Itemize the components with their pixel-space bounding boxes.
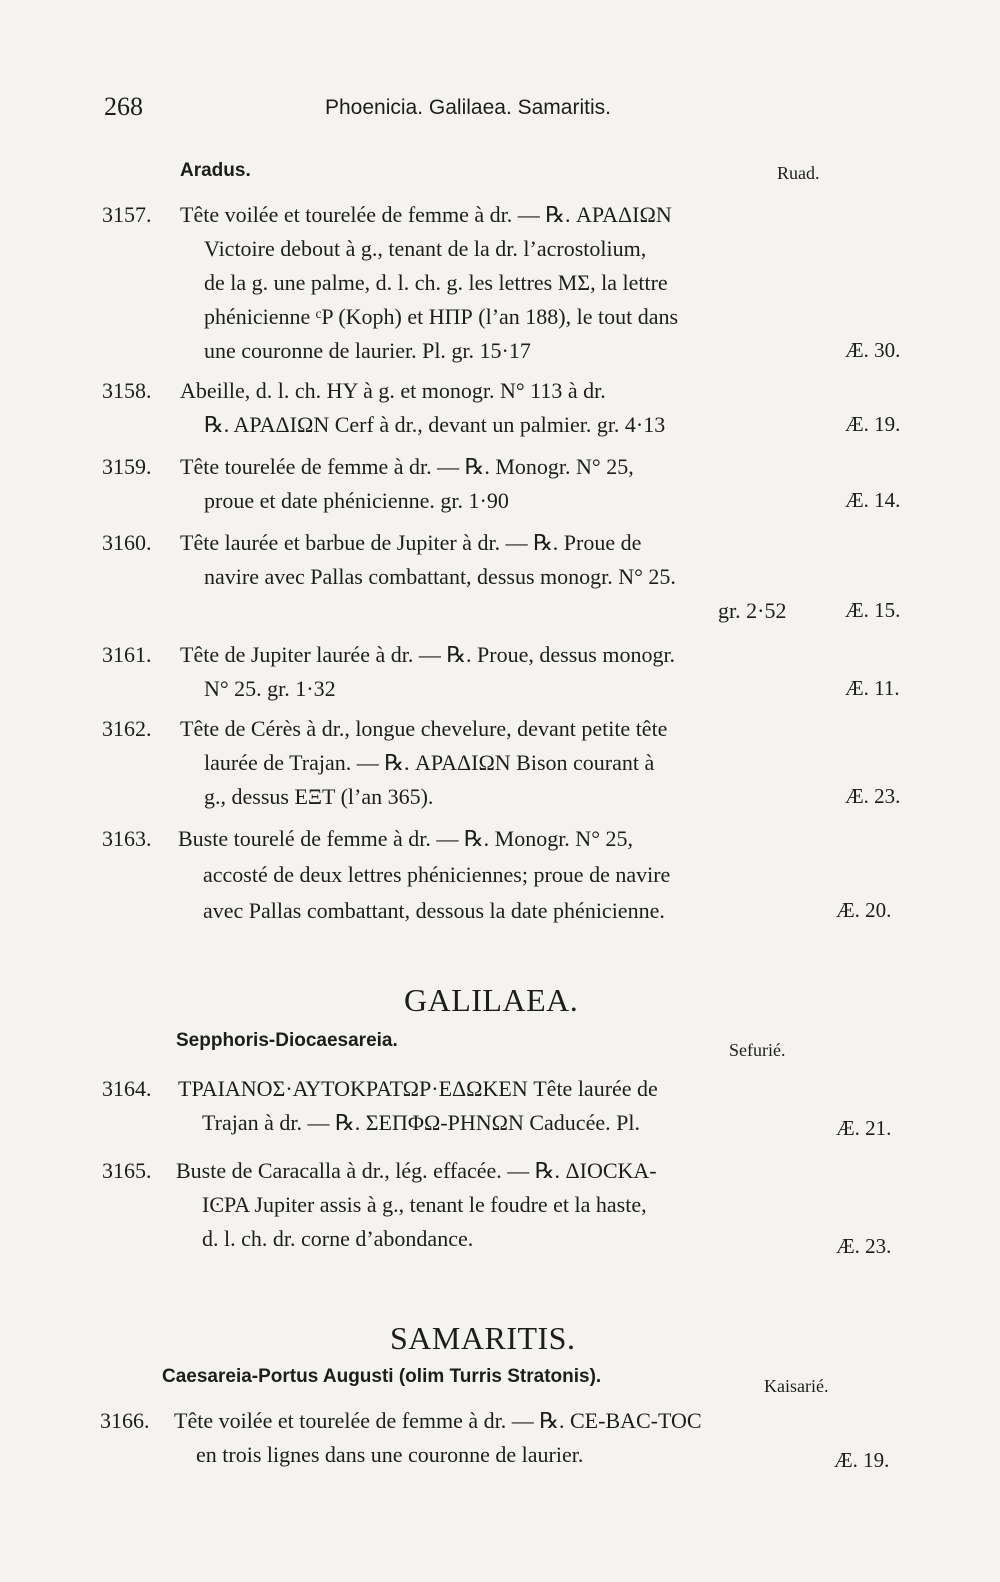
entry-number: 3160. xyxy=(102,530,152,555)
metal-size: Æ. 21. xyxy=(836,1116,892,1140)
entry-line: Abeille, d. l. ch. ΗΥ à g. et monogr. N° 113 à dr. xyxy=(180,378,606,403)
entry-line: Tête de Jupiter laurée à dr. — ℞. Proue, dessus monogr. xyxy=(180,642,676,667)
entry-line: Buste de Caracalla à dr., lég. effacée. — ℞. ΔΙΟϹΚΑ- xyxy=(176,1158,657,1183)
entry-number: 3164. xyxy=(102,1076,152,1101)
metal-size: Æ. 19. xyxy=(834,1448,890,1472)
entry-line: Tête tourelée de femme à dr. — ℞. Monogr. N° 25, xyxy=(180,454,634,479)
entry-line: Trajan à dr. — ℞. ΣΕΠΦΩ-ΡΗΝΩΝ Caducée. Pl. xyxy=(202,1110,640,1135)
running-head: Phoenicia. Galilaea. Samaritis. xyxy=(325,96,611,119)
section-place: Sefurié. xyxy=(729,1040,786,1060)
entry-number: 3162. xyxy=(102,716,152,741)
entry-number: 3158. xyxy=(102,378,152,403)
section-aradus xyxy=(0,160,1000,188)
entry-line: ℞. ΑΡΑΔΙΩΝ Cerf à dr., devant un palmier. gr. 4·13 xyxy=(204,412,666,437)
entry-line: ΙϾΡΑ Jupiter assis à g., tenant le foudre et la haste, xyxy=(202,1192,647,1217)
entry-number: 3165. xyxy=(102,1158,152,1183)
section-name: Sepphoris-Diocaesareia. xyxy=(176,1030,398,1051)
entry-line: N° 25. gr. 1·32 xyxy=(204,676,336,701)
section-name: Aradus. xyxy=(180,160,251,181)
metal-size: Æ. 19. xyxy=(845,412,901,436)
metal-size: Æ. 20. xyxy=(836,898,892,922)
section-caesareia xyxy=(0,1366,1000,1394)
entry-line: Tête de Cérès à dr., longue chevelure, devant petite tête xyxy=(180,716,668,741)
entry-line: avec Pallas combattant, dessous la date phénicienne. xyxy=(203,898,665,923)
entry-line: Buste tourelé de femme à dr. — ℞. Monogr. N° 25, xyxy=(178,826,633,851)
entry-line: ΤΡΑΙΑΝΟΣ·ΑΥΤΟΚΡΑΤΩΡ·ΕΔΩΚΕΝ Tête laurée de xyxy=(178,1076,658,1101)
entry-line: d. l. ch. dr. corne d’abondance. xyxy=(202,1226,474,1251)
entry-line: navire avec Pallas combattant, dessus monogr. N° 25. xyxy=(204,564,676,589)
metal-size: Æ. 30. xyxy=(845,338,901,362)
region-title-galilaea: GALILAEA. xyxy=(404,982,579,1018)
entry-line: Tête laurée et barbue de Jupiter à dr. — ℞. Proue de xyxy=(180,530,642,555)
section-place: Kaisarié. xyxy=(764,1376,829,1396)
entry-number: 3157. xyxy=(102,202,152,227)
section-sepphoris xyxy=(0,1030,1000,1058)
entry-line: Tête voilée et tourelée de femme à dr. — ℞. ϹΕ-ΒΑϹ-ΤΟϹ xyxy=(174,1408,702,1433)
entry-number: 3166. xyxy=(100,1408,150,1433)
entry-number: 3163. xyxy=(102,826,152,851)
entry-line: g., dessus ΕΞΤ (l’an 365). xyxy=(204,784,434,809)
section-place: Ruad. xyxy=(777,163,820,183)
metal-size: Æ. 23. xyxy=(836,1234,892,1258)
entry-weight: gr. 2·52 xyxy=(718,598,787,623)
region-title-samaritis: SAMARITIS. xyxy=(390,1320,576,1356)
entry-line: une couronne de laurier. Pl. gr. 15·17 xyxy=(204,338,531,363)
entry-line: Victoire debout à g., tenant de la dr. l’acrostolium, xyxy=(204,236,647,261)
entry-line: de la g. une palme, d. l. ch. g. les lettres ΜΣ, la lettre xyxy=(204,270,668,295)
metal-size: Æ. 14. xyxy=(845,488,901,512)
page-number: 268 xyxy=(104,92,143,121)
entry-line: phénicienne ᶜP (Koph) et ΗΠΡ (l’an 188), le tout dans xyxy=(204,304,679,329)
metal-size: Æ. 23. xyxy=(845,784,901,808)
entry-number: 3159. xyxy=(102,454,152,479)
metal-size: Æ. 15. xyxy=(845,598,901,622)
entry-line: proue et date phénicienne. gr. 1·90 xyxy=(204,488,509,513)
entry-line: laurée de Trajan. — ℞. ΑΡΑΔΙΩΝ Bison courant à xyxy=(204,750,655,775)
metal-size: Æ. 11. xyxy=(845,676,900,700)
entry-number: 3161. xyxy=(102,642,152,667)
entry-line: en trois lignes dans une couronne de laurier. xyxy=(196,1442,584,1467)
entry-line: accosté de deux lettres phéniciennes; proue de navire xyxy=(203,862,671,887)
section-name: Caesareia-Portus Augusti (olim Turris Stratonis). xyxy=(162,1366,602,1387)
entry-line: Tête voilée et tourelée de femme à dr. — ℞. ΑΡΑΔΙΩΝ xyxy=(180,202,672,227)
